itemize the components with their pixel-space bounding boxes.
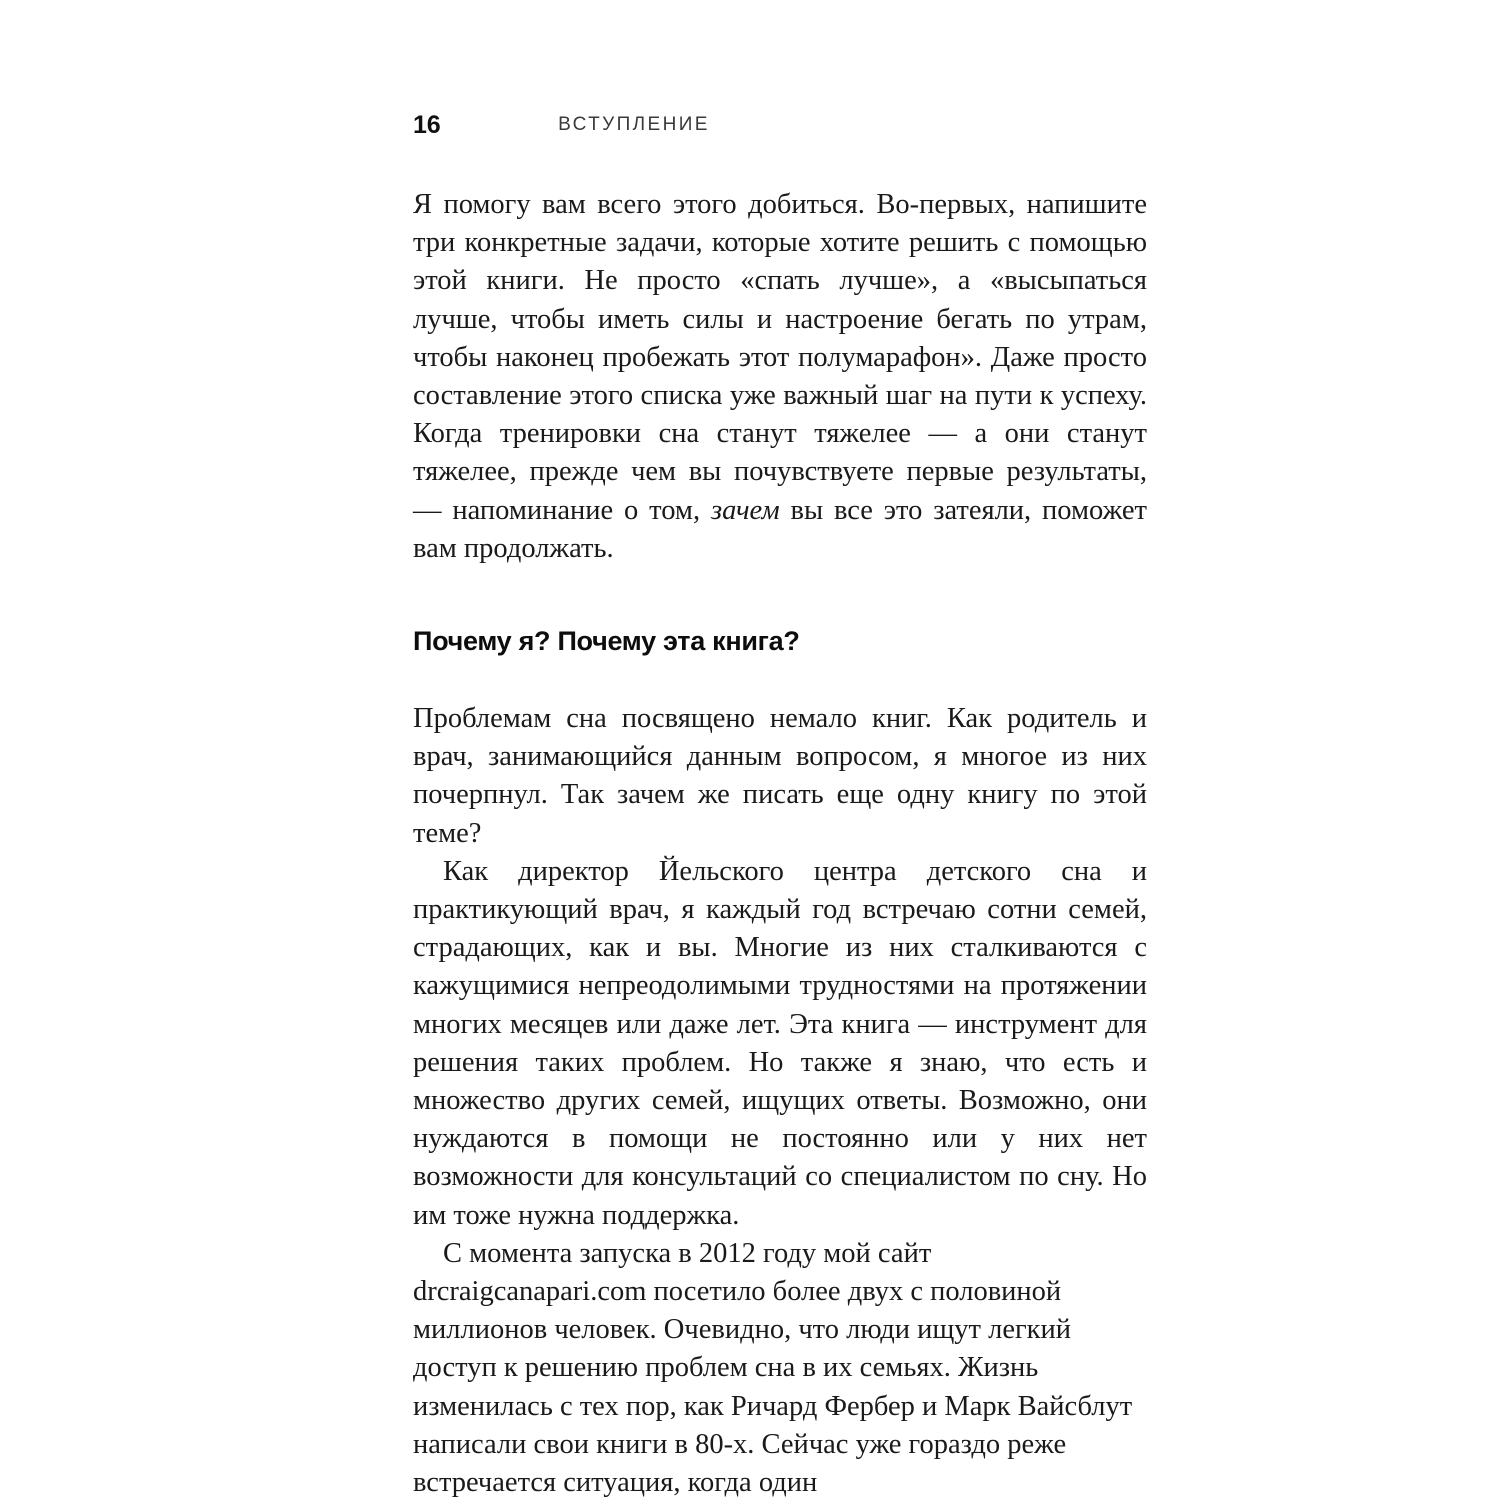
paragraph-1-part-2: вы все это затеяли, поможет вам продолжать. <box>413 494 1147 564</box>
spacer-after-subheading <box>413 658 1147 700</box>
subheading: Почему я? Почему эта книга? <box>413 626 800 657</box>
paragraph-2: Проблемам сна посвящено немало книг. Как родитель и врач, занимающийся данным вопросом, я многое из них почерпнул. Так зачем же писать еще одну книгу по этой теме? <box>413 703 1147 849</box>
chapter-title: ВСТУПЛЕНИЕ <box>558 114 710 135</box>
paragraph-1-emphasis: зачем <box>710 494 780 526</box>
spacer-before-subheading <box>413 568 1147 624</box>
paragraph-3: Как директор Йельского центра детского сна и практикующий врач, я каждый год встречаю сотни семей, страдающих, как и вы. Многие из них сталкиваются с кажущимися непреодолимыми трудностями на протяжении многих месяцев или даже лет. Эта книга — инструмент для решения таких проблем. Но также я знаю, что есть и множество других семей, ищущих ответы. Возможно, они нуждаются в помощи не постоянно или у них нет возможности для консультаций со специалистом по сну. Но им тоже нужна поддержка. <box>413 855 1147 1231</box>
text-column <box>413 186 1147 1500</box>
paragraph-1-part-1: Я помогу вам всего этого добиться. Во-первых, напишите три конкретные задачи, которые хотите решить с помощью этой книги. Не просто «спать лучше», а «высыпаться лучше, чтобы иметь силы и настроение бегать по утрам, чтобы наконец пробежать этот полумарафон». Даже просто составление этого списка уже важный шаг на пути к успеху. Когда тренировки сна станут тяжелее — а они станут тяжелее, прежде чем вы почувствуете первые результаты, — напоминание о том, <box>413 189 1147 526</box>
page-number: 16 <box>413 111 441 139</box>
paragraph-4: С момента запуска в 2012 году мой сайт drcraigcanapari.com посетило более двух с половиной миллионов человек. Очевидно, что люди ищут легкий доступ к решению проблем сна в их семьях. Жизнь изменилась с тех пор, как Ричард Фербер и Марк Вайсблут написали свои книги в 80-х. Сейчас уже гораздо реже встречается ситуация, когда один <box>413 1237 1133 1499</box>
running-head <box>413 108 1145 142</box>
paragraph-1 <box>413 186 1147 568</box>
